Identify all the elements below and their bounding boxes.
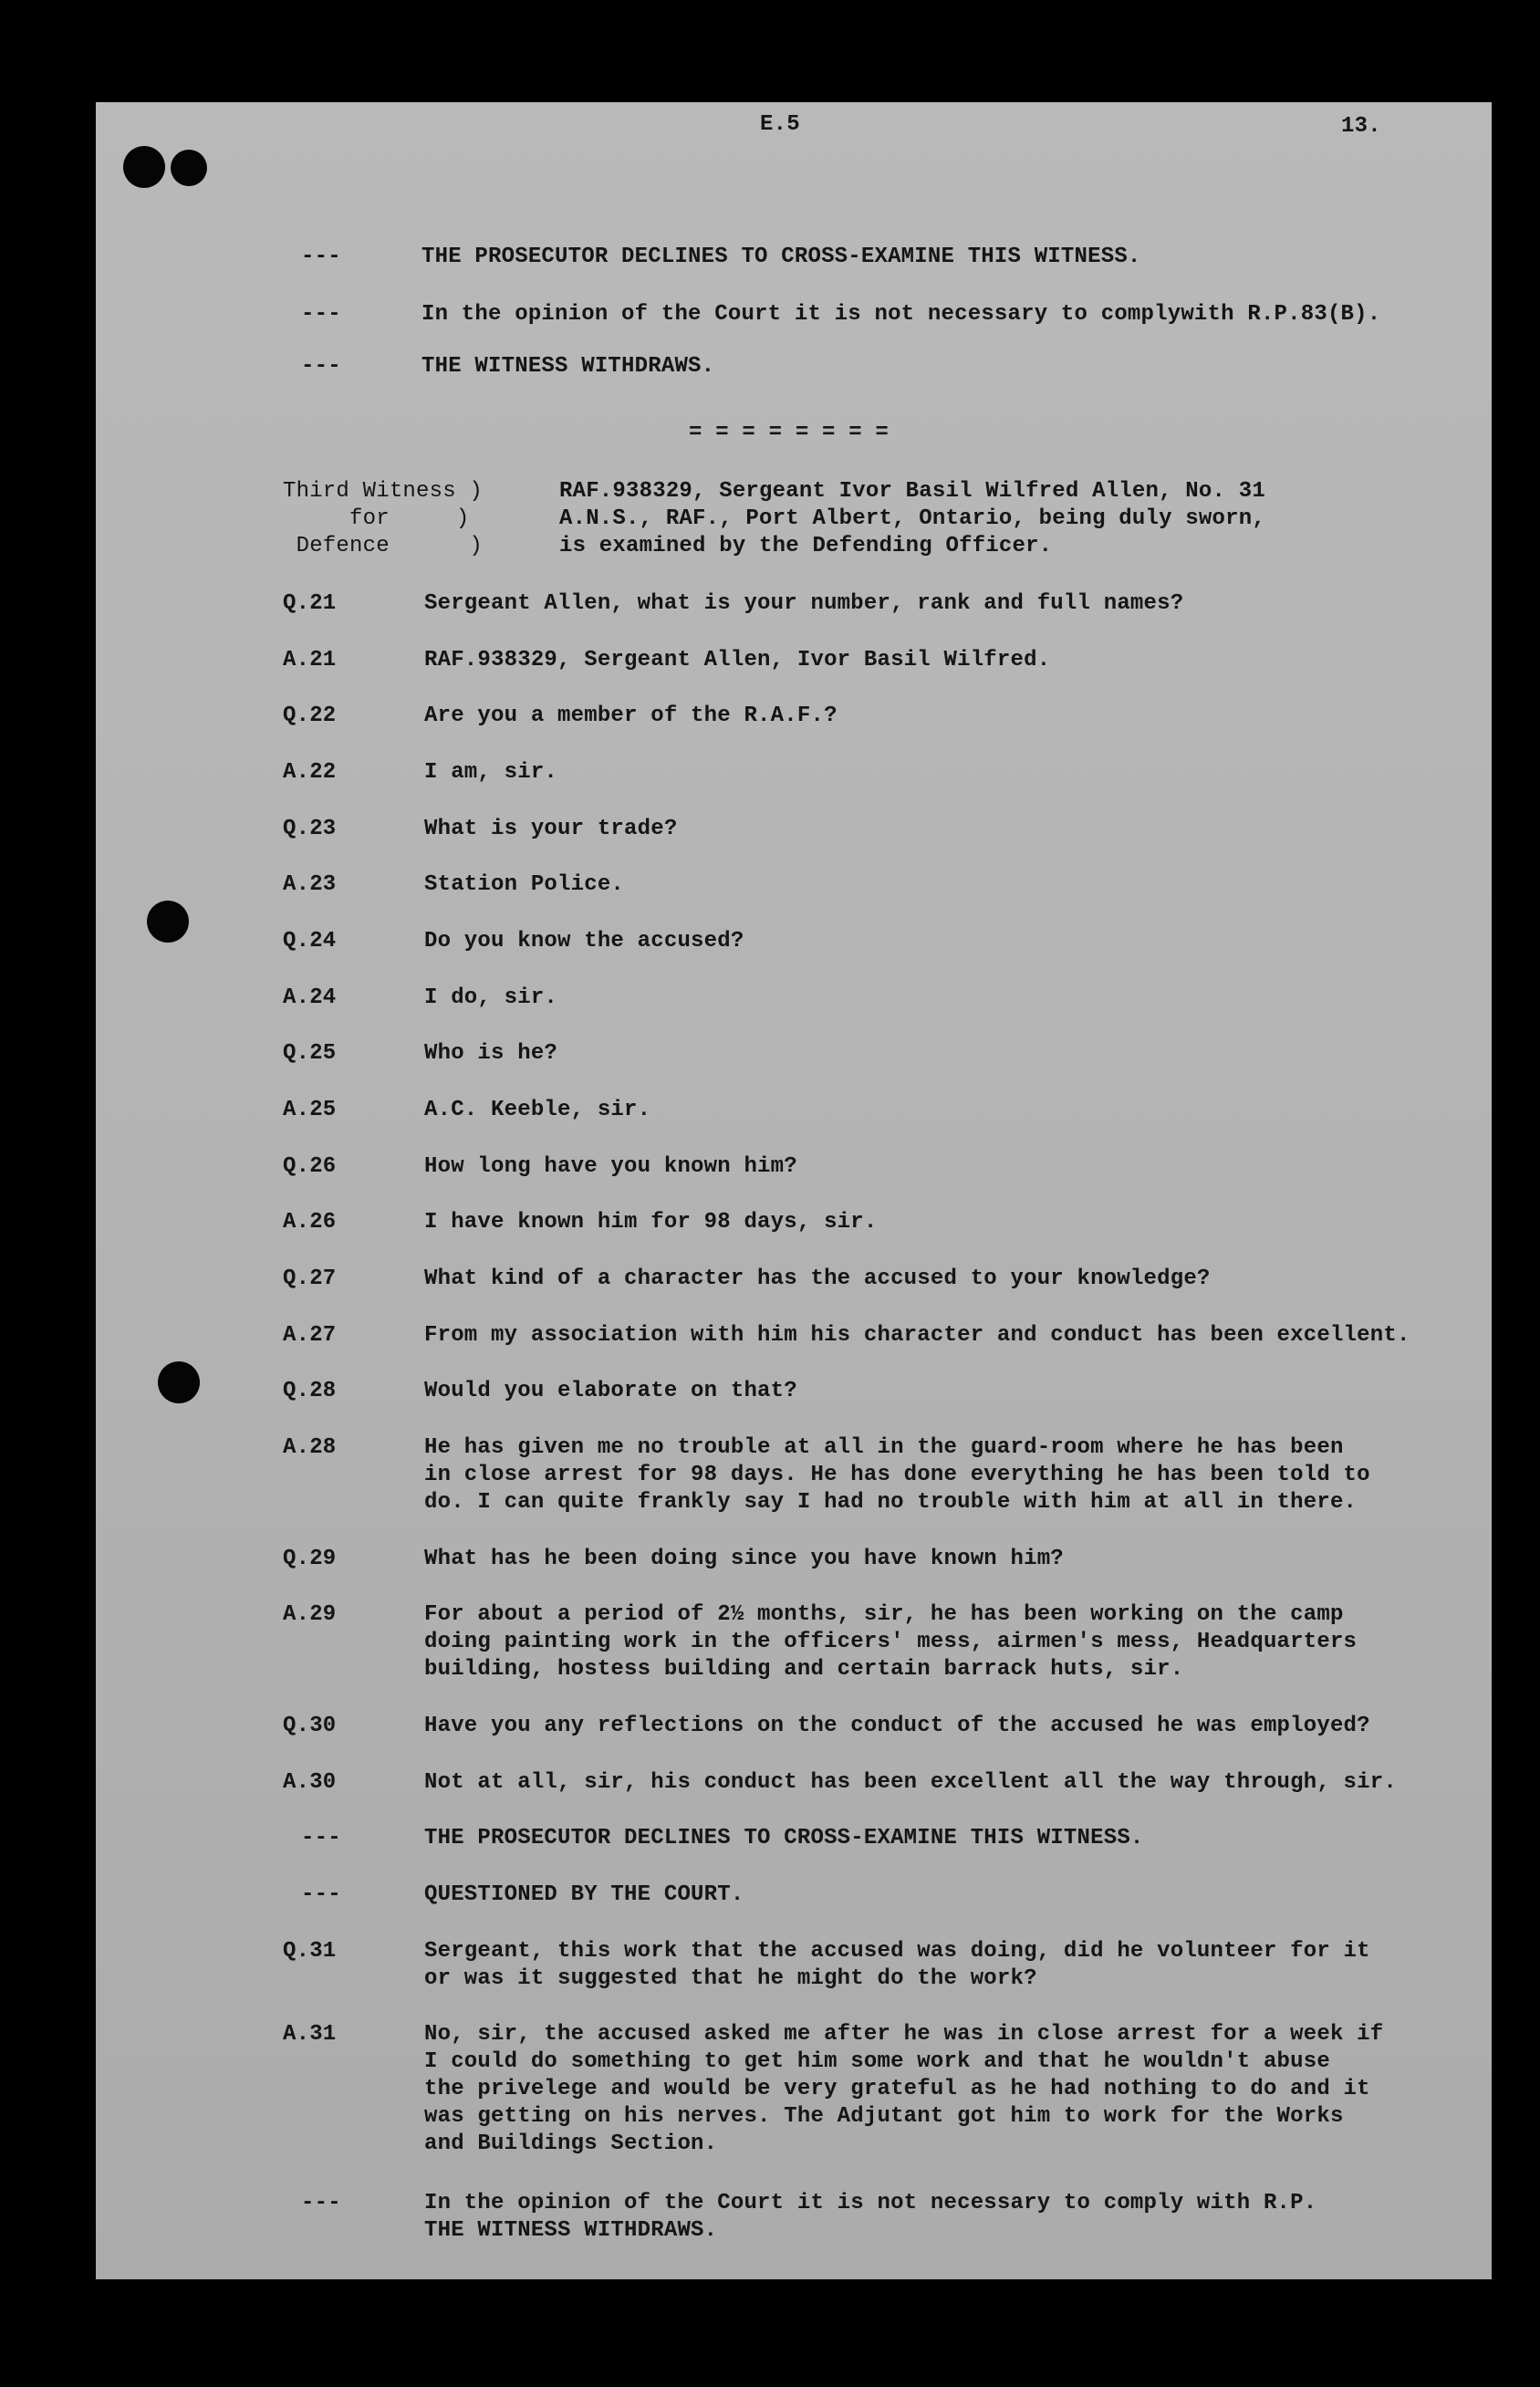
q-label: Q.30 bbox=[283, 1714, 337, 1738]
answer-text: Not at all, sir, his conduct has been excellent all the way through, sir. bbox=[424, 1770, 1397, 1795]
question-text: Have you any reflections on the conduct of the accused he was employed? bbox=[424, 1714, 1370, 1738]
answer-text: A.C. Keeble, sir. bbox=[424, 1098, 651, 1122]
punch-hole bbox=[147, 901, 189, 943]
document-page bbox=[96, 102, 1492, 2279]
a-label: A.29 bbox=[283, 1602, 337, 1627]
question-text: What is your trade? bbox=[424, 817, 678, 841]
question-text: Would you elaborate on that? bbox=[424, 1379, 797, 1403]
q-label: Q.25 bbox=[283, 1041, 337, 1066]
question-text: Sergeant Allen, what is your number, rank and full names? bbox=[424, 591, 1184, 616]
question-text: Who is he? bbox=[424, 1041, 558, 1066]
punch-hole bbox=[123, 146, 165, 188]
q-label: Q.26 bbox=[283, 1154, 337, 1179]
procedural-text: QUESTIONED BY THE COURT. bbox=[424, 1882, 744, 1907]
question-text: What has he been doing since you have known him? bbox=[424, 1547, 1064, 1571]
section-label: E.5 bbox=[760, 112, 800, 137]
witness-line: A.N.S., RAF., Port Albert, Ontario, being duly sworn, bbox=[559, 506, 1265, 531]
q-label: Q.27 bbox=[283, 1266, 337, 1291]
answer-text: Station Police. bbox=[424, 872, 625, 897]
q-label: Q.23 bbox=[283, 817, 337, 841]
opening-label: --- bbox=[301, 354, 341, 379]
witness-label: Third Witness ) bbox=[283, 479, 484, 504]
answer-text: I am, sir. bbox=[424, 760, 558, 785]
punch-hole bbox=[158, 1361, 200, 1403]
answer-text: For about a period of 2½ months, sir, he has been working on the camp doing painting work in the officers' mess, airmen's mess, Headquarters building, hostess building and certain barrack huts, sir. bbox=[424, 1602, 1358, 1682]
question-text: What kind of a character has the accused to your knowledge? bbox=[424, 1266, 1211, 1291]
a-label: A.27 bbox=[283, 1323, 337, 1348]
a-label: A.30 bbox=[283, 1770, 337, 1795]
answer-text: No, sir, the accused asked me after he was in close arrest for a week if I could do something to get him some work and that he wouldn't abuse the privelege and would be very grateful as he had nothing to do and it was getting on his nerves. The Adjutant got him to work for the Works and Buildings Section. bbox=[424, 2022, 1384, 2156]
answer-text: I have known him for 98 days, sir. bbox=[424, 1210, 878, 1235]
answer-text: From my association with him his character and conduct has been excellent. bbox=[424, 1323, 1410, 1348]
q-label: Q.28 bbox=[283, 1379, 337, 1403]
q-label: Q.24 bbox=[283, 929, 337, 954]
witness-label: for ) bbox=[283, 506, 470, 531]
a-label: A.21 bbox=[283, 648, 337, 672]
answer-text: I do, sir. bbox=[424, 985, 558, 1010]
a-label: A.31 bbox=[283, 2022, 337, 2047]
question-text: Are you a member of the R.A.F.? bbox=[424, 704, 838, 728]
page-number: 13. bbox=[1341, 114, 1381, 139]
question-text: Sergeant, this work that the accused was doing, did he volunteer for it or was it suggested that he might do the work? bbox=[424, 1939, 1370, 1991]
q-label: Q.29 bbox=[283, 1547, 337, 1571]
procedural-label: --- bbox=[301, 1882, 341, 1907]
witness-label: Defence ) bbox=[283, 534, 484, 558]
a-label: A.24 bbox=[283, 985, 337, 1010]
a-label: A.22 bbox=[283, 760, 337, 785]
procedural-label: --- bbox=[301, 2191, 341, 2215]
a-label: A.26 bbox=[283, 1210, 337, 1235]
procedural-label: --- bbox=[301, 1826, 341, 1850]
a-label: A.25 bbox=[283, 1098, 337, 1122]
q-label: Q.21 bbox=[283, 591, 337, 616]
opening-label: --- bbox=[301, 245, 341, 269]
answer-text: He has given me no trouble at all in the guard-room where he has been in close arrest for 98 days. He has done everything he has been told to do. I can quite frankly say I had no trouble with him at all in there. bbox=[424, 1435, 1370, 1515]
a-label: A.23 bbox=[283, 872, 337, 897]
question-text: Do you know the accused? bbox=[424, 929, 744, 954]
separator: = = = = = = = = bbox=[689, 421, 890, 445]
opening-line: In the opinion of the Court it is not necessary to complywith R.P.83(B). bbox=[421, 302, 1381, 327]
opening-label: --- bbox=[301, 302, 341, 327]
opening-line: THE WITNESS WITHDRAWS. bbox=[421, 354, 715, 379]
answer-text: RAF.938329, Sergeant Allen, Ivor Basil Wilfred. bbox=[424, 648, 1051, 672]
witness-line: RAF.938329, Sergeant Ivor Basil Wilfred Allen, No. 31 bbox=[559, 479, 1265, 504]
q-label: Q.22 bbox=[283, 704, 337, 728]
punch-hole bbox=[171, 150, 207, 186]
question-text: How long have you known him? bbox=[424, 1154, 797, 1179]
opening-line: THE PROSECUTOR DECLINES TO CROSS-EXAMINE THIS WITNESS. bbox=[421, 245, 1141, 269]
procedural-text: THE PROSECUTOR DECLINES TO CROSS-EXAMINE THIS WITNESS. bbox=[424, 1826, 1144, 1850]
q-label: Q.31 bbox=[283, 1939, 337, 1964]
a-label: A.28 bbox=[283, 1435, 337, 1460]
procedural-text: In the opinion of the Court it is not necessary to comply with R.P. THE WITNESS WITHDRAWS. bbox=[424, 2191, 1317, 2243]
witness-line: is examined by the Defending Officer. bbox=[559, 534, 1053, 558]
